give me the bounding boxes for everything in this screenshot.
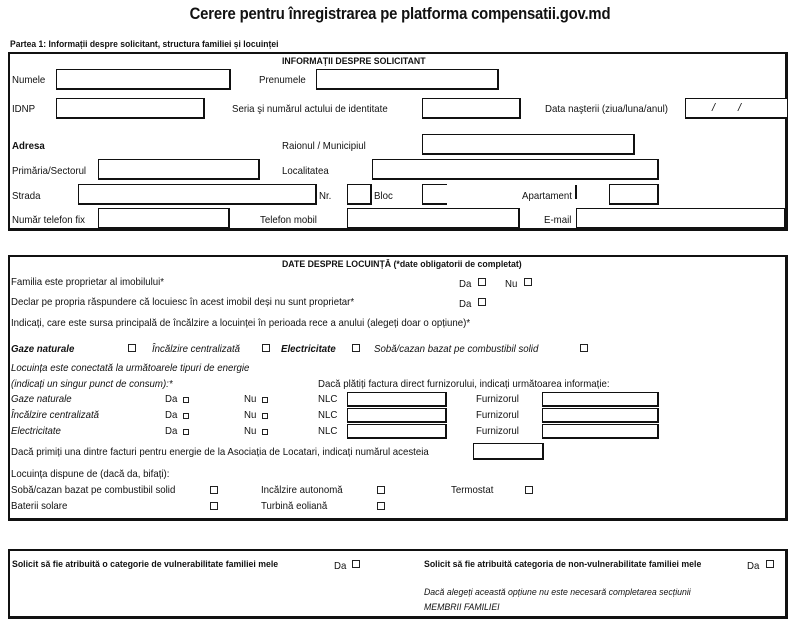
telefon-mobil-label: Telefon mobil — [260, 214, 317, 226]
non-vulnerability-da-checkbox[interactable] — [766, 560, 774, 568]
heating-soba-checkbox[interactable] — [580, 344, 588, 352]
energy-electricitate-nu-checkbox[interactable] — [262, 429, 268, 435]
apartament-label: Apartament — [522, 190, 572, 202]
bloc-label: Bloc — [374, 190, 393, 202]
energy-nu-label: Nu — [244, 425, 257, 437]
nlc-label: NLC — [318, 425, 338, 437]
proprietar-nu-label: Nu — [505, 278, 518, 290]
apartament-input[interactable] — [609, 184, 659, 205]
heating-gaze-checkbox[interactable] — [128, 344, 136, 352]
seria-input[interactable] — [422, 98, 521, 119]
asociatia-input[interactable] — [473, 443, 544, 460]
conectata-label-2: (indicați un singur punct de consum):* — [11, 378, 173, 390]
energy-row-label: Electricitate — [11, 425, 61, 437]
energy-nu-label: Nu — [244, 393, 257, 405]
vulnerability-label: Solicit să fie atribuită o categorie de vulnerabilitate familiei mele — [12, 559, 279, 570]
heating-option-label: Electricitate — [281, 343, 336, 355]
applicant-header: INFORMAȚII DESPRE SOLICITANT — [282, 56, 426, 67]
localitatea-input[interactable] — [372, 159, 659, 180]
nr-input[interactable] — [347, 184, 372, 205]
non-vulnerability-note: Dacă alegeți această opțiune nu este necesară completarea secțiunii — [424, 587, 691, 598]
bloc-input[interactable] — [422, 184, 447, 205]
heating-option-label: Sobă/cazan bazat pe combustibil solid — [374, 343, 539, 355]
vulnerability-da-checkbox[interactable] — [352, 560, 360, 568]
baterii-checkbox[interactable] — [210, 502, 218, 510]
termostat-label: Termostat — [451, 484, 494, 496]
telefon-mobil-input[interactable] — [347, 208, 520, 229]
strada-label: Strada — [12, 190, 41, 202]
furnizorul-label: Furnizorul — [476, 425, 519, 437]
prenumele-input[interactable] — [316, 69, 499, 90]
energy-da-label: Da — [165, 409, 178, 421]
baterii-label: Baterii solare — [11, 500, 68, 512]
raionul-label: Raionul / Municipiul — [282, 140, 366, 152]
energy-gaze-da-checkbox[interactable] — [183, 397, 189, 403]
numele-input[interactable] — [56, 69, 231, 90]
nlc-gaze-input[interactable] — [347, 392, 447, 407]
primaria-label: Primăria/Sectorul — [12, 165, 87, 177]
date-separator: / — [738, 102, 742, 114]
energy-centralizata-nu-checkbox[interactable] — [262, 413, 268, 419]
furnizorul-centralizata-input[interactable] — [542, 408, 659, 423]
nlc-label: NLC — [318, 409, 338, 421]
nlc-label: NLC — [318, 393, 338, 405]
vulnerability-da-label: Da — [334, 560, 347, 572]
proprietar-label: Familia este proprietar al imobilului* — [11, 276, 165, 288]
telefon-fix-input[interactable] — [98, 208, 230, 229]
proprietar-da-label: Da — [459, 278, 472, 290]
heating-option-label: Gaze naturale — [11, 343, 75, 355]
heating-option-label: Încălzire centralizată — [152, 343, 241, 355]
non-vulnerability-note-2: MEMBRII FAMILIEI — [424, 602, 500, 613]
termostat-checkbox[interactable] — [525, 486, 533, 494]
energy-row-label: Încălzire centralizată — [11, 409, 100, 421]
energy-nu-label: Nu — [244, 409, 257, 421]
data-nasterii-input[interactable] — [685, 98, 787, 119]
proprietar-da-checkbox[interactable] — [478, 278, 486, 286]
seria-label: Seria şi numărul actului de identitate — [232, 103, 388, 115]
daca-platiti-label: Dacă plătiți factura direct furnizorului, indicați următoarea informație: — [318, 378, 610, 390]
localitatea-label: Localitatea — [282, 165, 329, 177]
autonoma-label: Incălzire autonomă — [261, 484, 343, 496]
turbina-checkbox[interactable] — [377, 502, 385, 510]
primaria-input[interactable] — [98, 159, 260, 180]
declar-da-label: Da — [459, 298, 472, 310]
asociatia-label: Dacă primiți una dintre facturi pentru energie de la Asociația de Locatari, indicați numărul acesteia — [11, 446, 429, 458]
furnizorul-label: Furnizorul — [476, 393, 519, 405]
turbina-label: Turbină eoliană — [261, 500, 328, 512]
conectata-label: Locuința este conectată la următoarele tipuri de energie — [11, 362, 250, 374]
energy-gaze-nu-checkbox[interactable] — [262, 397, 268, 403]
declar-da-checkbox[interactable] — [478, 298, 486, 306]
nr-label: Nr. — [319, 190, 332, 202]
proprietar-nu-checkbox[interactable] — [524, 278, 532, 286]
data-nasterii-label: Data naşterii (ziua/luna/anul) — [545, 103, 668, 115]
date-separator: / — [712, 102, 716, 114]
text-cursor — [575, 185, 577, 199]
energy-da-label: Da — [165, 393, 178, 405]
energy-da-label: Da — [165, 425, 178, 437]
nlc-electricitate-input[interactable] — [347, 424, 447, 439]
page-title: Cerere pentru înregistrarea pe platforma compensatii.gov.md — [189, 5, 611, 23]
email-input[interactable] — [576, 208, 786, 229]
heating-centralizata-checkbox[interactable] — [262, 344, 270, 352]
furnizorul-electricitate-input[interactable] — [542, 424, 659, 439]
housing-header: DATE DESPRE LOCUINȚĂ (*date obligatorii de completat) — [282, 259, 522, 270]
part-label: Partea 1: Informații despre solicitant, structura familiei și locuinței — [10, 39, 279, 50]
idnp-label: IDNP — [12, 103, 36, 115]
numele-label: Numele — [12, 74, 46, 86]
energy-row-label: Gaze naturale — [11, 393, 72, 405]
autonoma-checkbox[interactable] — [377, 486, 385, 494]
telefon-fix-label: Număr telefon fix — [12, 214, 86, 226]
nlc-centralizata-input[interactable] — [347, 408, 447, 423]
email-label: E-mail — [544, 214, 572, 226]
non-vulnerability-da-label: Da — [747, 560, 760, 572]
strada-input[interactable] — [78, 184, 317, 205]
adresa-label: Adresa — [12, 140, 45, 152]
soba-label: Sobă/cazan bazat pe combustibil solid — [11, 484, 176, 496]
non-vulnerability-label: Solicit să fie atribuită categoria de non-vulnerabilitate familiei mele — [424, 559, 702, 570]
furnizorul-label: Furnizorul — [476, 409, 519, 421]
dispune-label: Locuința dispune de (dacă da, bifați): — [11, 468, 170, 480]
raionul-input[interactable] — [422, 134, 635, 155]
soba-checkbox[interactable] — [210, 486, 218, 494]
prenumele-label: Prenumele — [259, 74, 306, 86]
heating-electricitate-checkbox[interactable] — [352, 344, 360, 352]
idnp-input[interactable] — [56, 98, 205, 119]
energy-electricitate-da-checkbox[interactable] — [183, 429, 189, 435]
furnizorul-gaze-input[interactable] — [542, 392, 659, 407]
indicati-label: Indicați, care este sursa principală de încălzire a locuinței în perioada rece a anului (alegeți doar o opțiune)* — [11, 317, 471, 329]
declar-label: Declar pe propria răspundere că locuiesc în acest imobil deși nu sunt proprietar* — [11, 296, 355, 308]
energy-centralizata-da-checkbox[interactable] — [183, 413, 189, 419]
